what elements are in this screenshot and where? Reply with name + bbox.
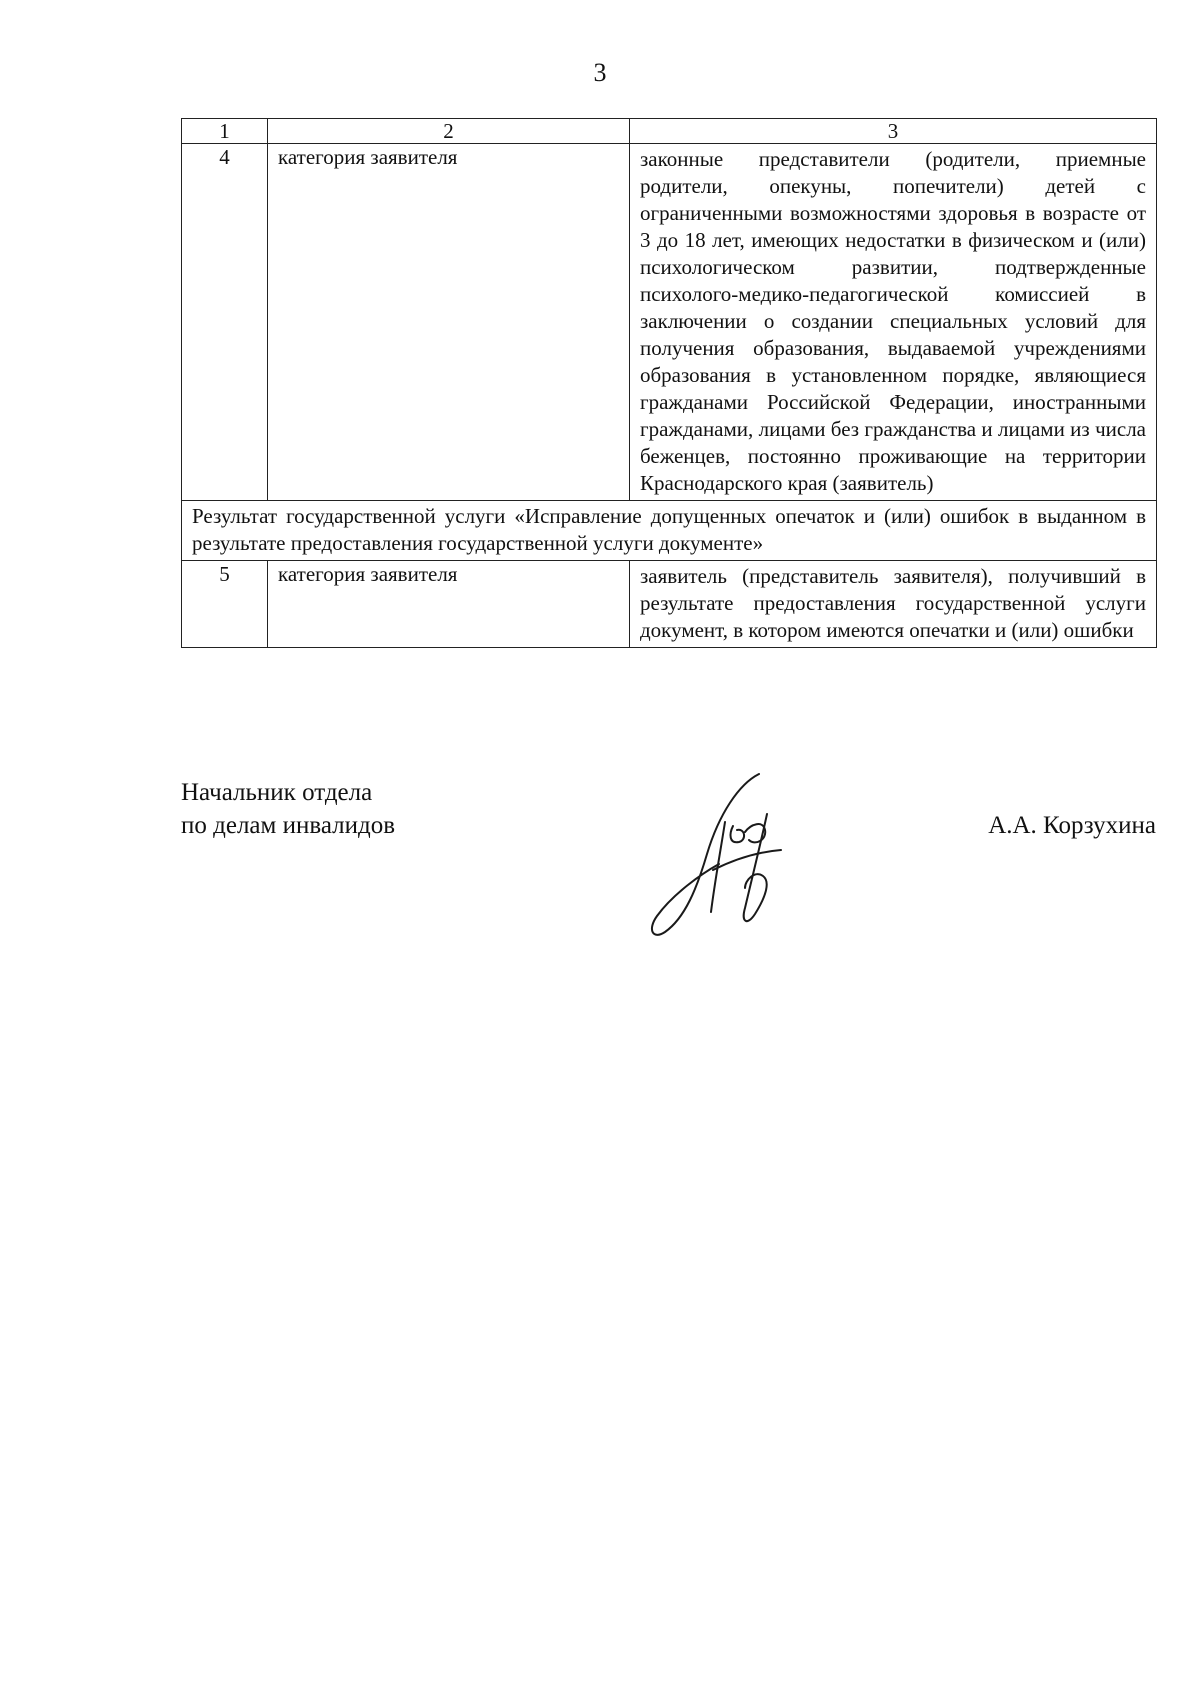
table-row (182, 144, 1157, 501)
row-parameter: категория заявителя (268, 561, 630, 648)
position-line: Начальник отдела (181, 779, 373, 806)
table-row (182, 561, 1157, 648)
row-parameter: категория заявителя (268, 144, 630, 501)
service-parameters-table (181, 118, 1157, 648)
row-number: 5 (182, 561, 268, 648)
table-header-row (182, 119, 1157, 144)
header-col-1: 1 (182, 119, 268, 144)
table-section-row (182, 501, 1157, 561)
signature-block (181, 776, 1156, 956)
page-number: 3 (593, 58, 607, 87)
handwritten-signature (641, 770, 811, 950)
row-value: законные представители (родители, приемные родители, опекуны, попечители) детей с ограниченными возможностями здоровья в возрасте от 3 до 18 лет, имеющих недостатки в физическом и (или) психологическом развитии, подтвержденные психолого-медико-педагогической комиссией в заключении о создании специальных условий для получения образования, выдаваемой учреждениями образования в установленном порядке, являющиеся гражданами Российской Федерации, иностранными гражданами, лицами без гражданства и лицами из числа беженцев, постоянно проживающие на территории Краснодарского края (заявитель) (630, 144, 1157, 501)
row-number: 4 (182, 144, 268, 501)
signatory-name: А.А. Корзухина (988, 812, 1156, 839)
header-col-2: 2 (268, 119, 630, 144)
position-line: по делам инвалидов (181, 812, 396, 839)
section-title: Результат государственной услуги «Исправление допущенных опечаток и (или) ошибок в выданном в результате предоставления государственной услуги документе» (182, 501, 1157, 561)
signatory-position (181, 776, 395, 842)
header-col-3: 3 (630, 119, 1157, 144)
row-value: заявитель (представитель заявителя), получивший в результате предоставления государственной услуги документ, в котором имеются опечатки и (или) ошибки (630, 561, 1157, 648)
